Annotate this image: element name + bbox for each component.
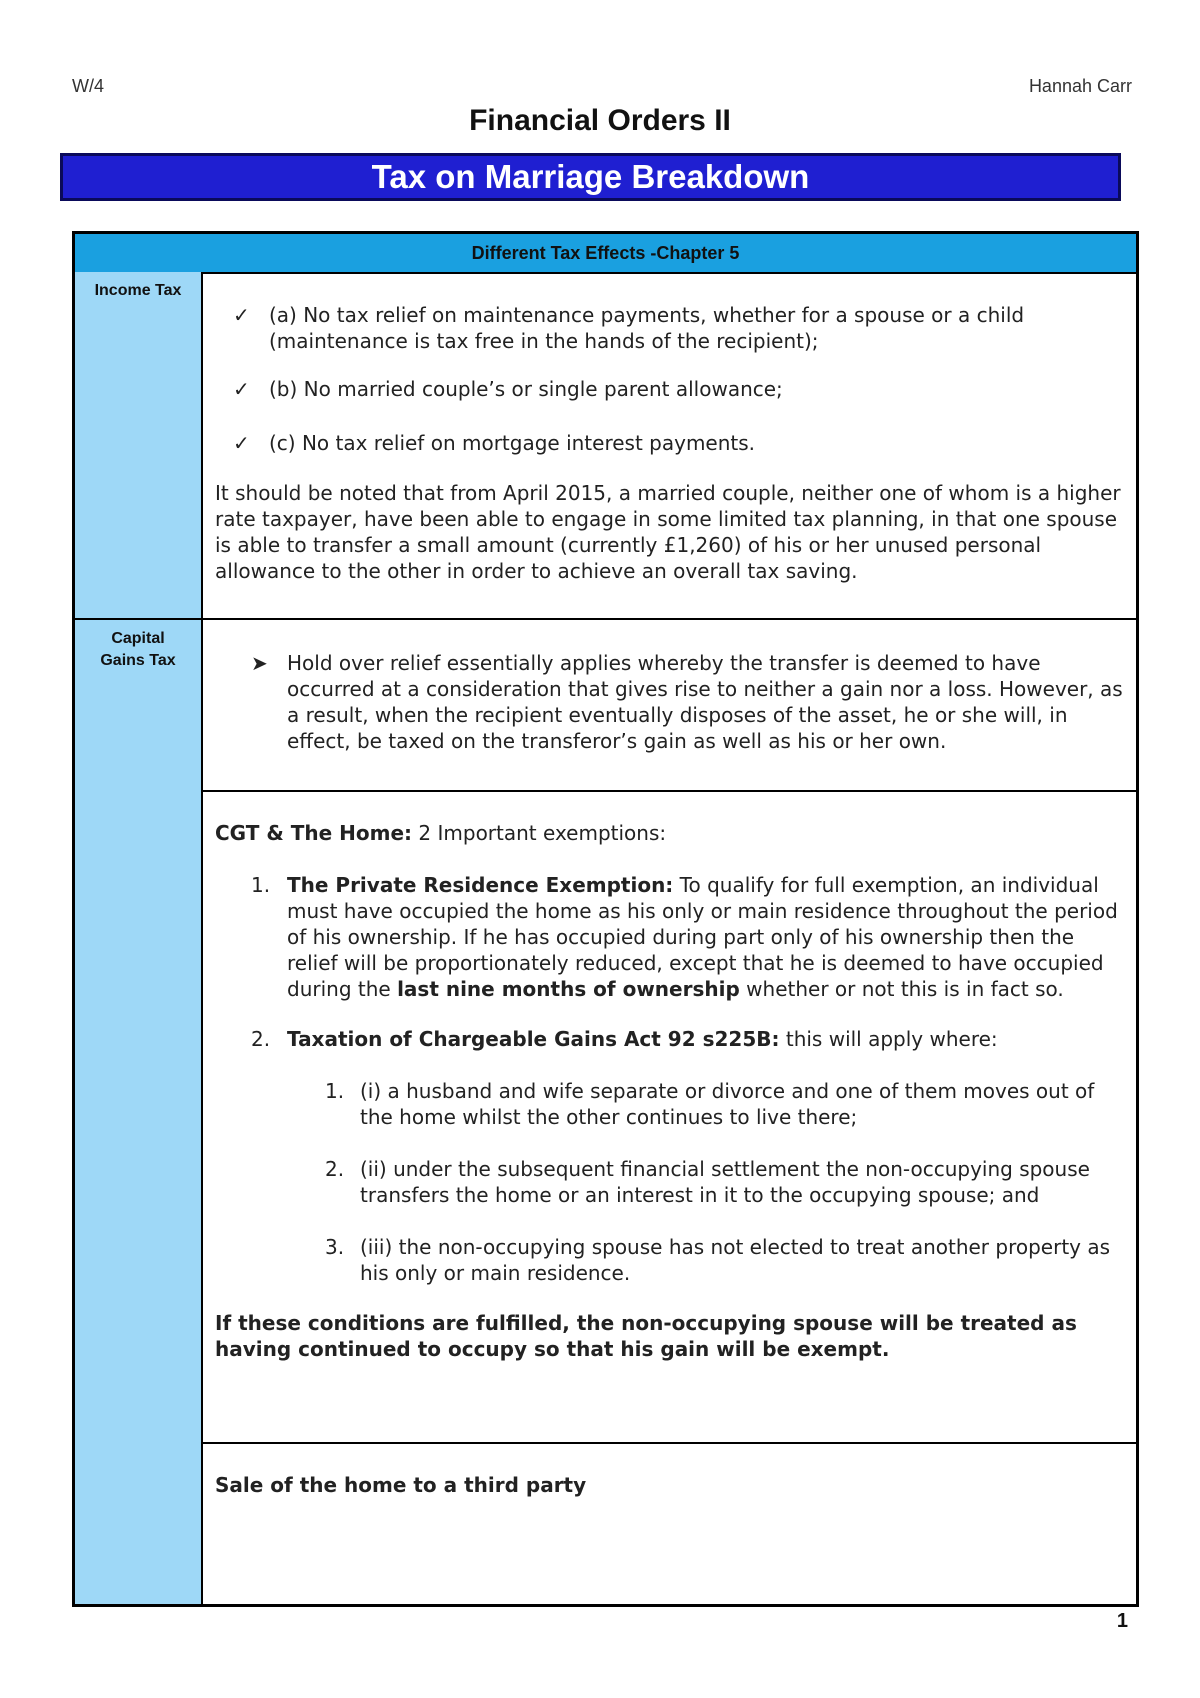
hold-over-relief-cell	[203, 620, 1136, 790]
income-tax-label-cell	[75, 272, 203, 619]
list-item: 1. The Private Residence Exemption: To qualify for full exemption, an individual must have occupied the home as his only or main residence throughout the period of his ownership. If he has occupied during part only of his ownership then the relief will be proportionately reduced, except that he is deemed to have occupied during the last nine months of ownership whether or not this is in fact so.	[251, 873, 1118, 1001]
cgt-label-cell	[75, 620, 203, 1604]
header-author: Hannah Carr	[1028, 76, 1132, 96]
checkmark-icon: ✓	[233, 377, 250, 401]
checkmark-icon: ✓	[233, 431, 250, 455]
arrow-bullet-icon: ➤	[251, 651, 268, 675]
income-tax-content	[203, 272, 1136, 619]
list-item: 2. Taxation of Chargeable Gains Act 92 s225B: this will apply where:	[251, 1027, 998, 1051]
list-item: ➤ Hold over relief essentially applies whereby the transfer is deemed to have occurred at a consideration that gives rise to neither a gain nor a loss. However, as a result, when the recipient eventually disposes of the asset, he or she will, in effect, be taxed on the transferor’s gain as well as his or her own.	[251, 651, 1123, 753]
sale-heading: Sale of the home to a third party	[215, 1473, 587, 1497]
list-item: ✓ (b) No married couple’s or single parent allowance;	[233, 377, 783, 401]
page-number: 1	[1116, 1610, 1128, 1632]
income-tax-note: It should be noted that from April 2015, a married couple, neither one of whom is a higher rate taxpayer, have been able to engage in some limited tax planning, in that one spouse is able to transfer a small amount (currently £1,260) of his or her unused personal allowance to the other in order to achieve an overall tax saving.	[215, 481, 1121, 583]
list-item: 1. (i) a husband and wife separate or divorce and one of them moves out of the home whilst the other continues to live there;	[325, 1079, 1095, 1129]
list-item: 2. (ii) under the subsequent financial settlement the non-occupying spouse transfers the home or an interest in it to the occupying spouse; and	[325, 1157, 1090, 1207]
table-heading: Different Tax Effects -Chapter 5	[75, 234, 1136, 274]
document-title: Financial Orders II	[469, 104, 731, 137]
list-item: ✓ (c) No tax relief on mortgage interest payments.	[233, 431, 756, 455]
header-course-code: W/4	[72, 76, 105, 96]
list-item: ✓ (a) No tax relief on maintenance payments, whether for a spouse or a child (maintenance is tax free in the hands of the recipient);	[233, 303, 1025, 353]
cgt-home-intro: CGT & The Home: 2 Important exemptions:	[215, 821, 667, 845]
cgt-home-cell	[203, 792, 1136, 1442]
cgt-label: Capital Gains Tax	[100, 630, 176, 669]
section-banner: Tax on Marriage Breakdown	[60, 153, 1121, 201]
cgt-home-conclusion: If these conditions are fulfilled, the non-occupying spouse will be treated as having continued to occupy so that his gain will be exempt.	[215, 1311, 1077, 1361]
sale-cell	[203, 1444, 1136, 1604]
checkmark-icon: ✓	[233, 303, 250, 327]
income-tax-label: Income Tax	[94, 282, 182, 299]
tax-effects-table	[72, 231, 1139, 1607]
list-item: 3. (iii) the non-occupying spouse has not elected to treat another property as his only or main residence.	[325, 1235, 1111, 1285]
